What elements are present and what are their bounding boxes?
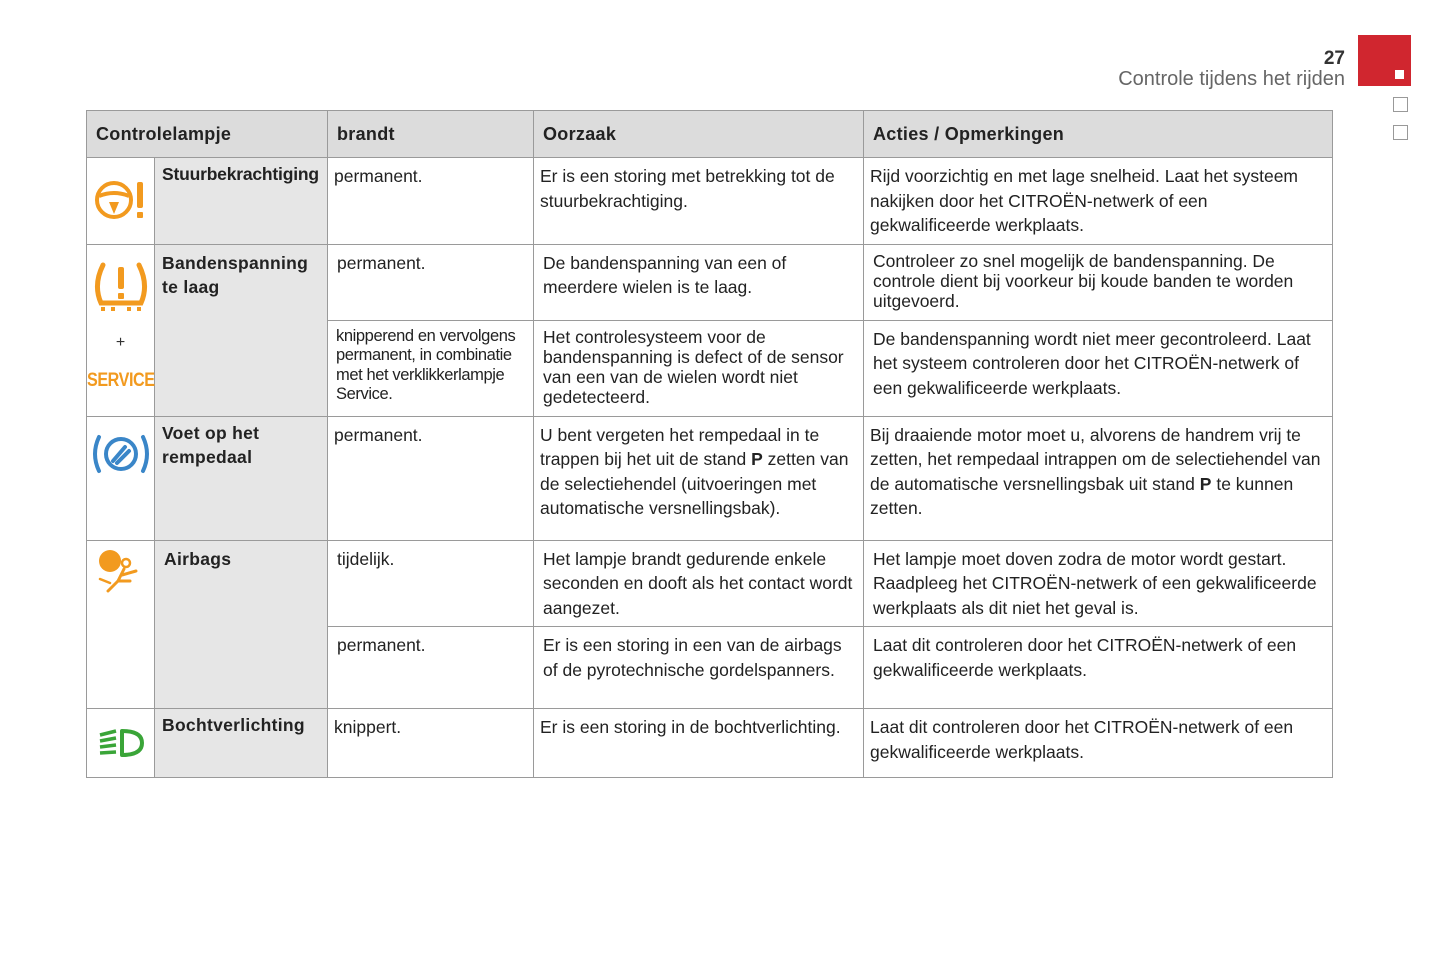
icon-cell	[87, 244, 155, 416]
gear-position-p: P	[1199, 473, 1212, 494]
light-name: Bandenspanning te laag	[155, 244, 328, 416]
cause-text: U bent vergeten het rempedaal in te trappen bij het uit de stand	[540, 424, 820, 469]
action-cell: Laat dit controleren door het CITROËN-netwerk of een gekwalificeerde werkplaats.	[864, 709, 1333, 778]
table-row	[87, 709, 1333, 778]
gear-position-p: P	[751, 449, 763, 469]
action-cell: Laat dit controleren door het CITROËN-netwerk of een gekwalificeerde werkplaats.	[864, 627, 1333, 709]
table-row	[87, 416, 1333, 540]
light-name: Voet op het rempedaal	[155, 416, 328, 540]
action-cell: Rijd voorzichtig en met lage snelheid. Laat het systeem nakijken door het CITROËN-netwerk of een gekwalificeerde werkplaats.	[864, 158, 1333, 245]
chapter-tab[interactable]	[1393, 125, 1408, 140]
tyre-pressure-icon	[91, 257, 151, 317]
cause-cell: Het lampje brandt gedurende enkele seconden en dooft als het contact wordt aangezet.	[534, 540, 864, 627]
state-cell: tijdelijk.	[328, 540, 534, 627]
state-cell: knipperend en vervolgens permanent, in combinatie met het verklikkerlampje Service.	[328, 320, 534, 416]
light-name: Bochtverlichting	[155, 709, 328, 778]
header-brandt: brandt	[328, 111, 534, 158]
header-oorzaak: Oorzaak	[534, 111, 864, 158]
cause-cell: Er is een storing met betrekking tot de stuurbekrachtiging.	[534, 158, 864, 245]
chapter-tab-marker	[1395, 70, 1404, 79]
icon-cell	[87, 540, 155, 709]
cause-cell	[534, 416, 864, 540]
airbag-icon	[96, 549, 146, 595]
action-cell: Het lampje moet doven zodra de motor wordt gestart. Raadpleeg het CITROËN-netwerk of een gekwalificeerde werkplaats als dit niet het geval is.	[864, 540, 1333, 627]
state-cell: permanent.	[328, 416, 534, 540]
service-warning-label: SERVICE	[86, 370, 155, 391]
header-controlelampje: Controlelampje	[87, 111, 328, 158]
state-cell: permanent.	[328, 244, 534, 320]
cause-cell: De bandenspanning van een of meerdere wielen is te laag.	[534, 244, 864, 320]
action-cell: De bandenspanning wordt niet meer gecontroleerd. Laat het systeem controleren door het CITROËN-netwerk of een gekwalificeerde werkplaats.	[864, 320, 1333, 416]
foot-on-brake-icon	[91, 431, 151, 477]
light-name: Airbags	[155, 540, 328, 709]
chapter-tab[interactable]	[1393, 97, 1408, 112]
icon-cell	[87, 709, 155, 778]
table-header-row	[87, 111, 1333, 158]
action-cell	[864, 416, 1333, 540]
cause-cell: Er is een storing in een van de airbags of de pyrotechnische gordelspanners.	[534, 627, 864, 709]
section-title: Controle tijdens het rijden	[1118, 68, 1345, 90]
page-number: 27	[1323, 48, 1345, 69]
table-row	[87, 158, 1333, 245]
plus-sign: +	[115, 333, 126, 351]
state-cell: permanent.	[328, 158, 534, 245]
icon-cell	[87, 158, 155, 245]
steering-warning-icon	[92, 176, 150, 224]
cornering-light-icon	[96, 727, 146, 759]
action-text: Bij draaiende motor moet u, alvorens de handrem vrij te zetten, het rempedaal intrappen om de selectiehendel van de automatische versnellingsbak uit stand	[870, 424, 1321, 494]
state-cell: knippert.	[328, 709, 534, 778]
cause-cell: Het controlesysteem voor de bandenspanning is defect of de sensor van een van de wielen wordt niet gedetecteerd.	[534, 320, 864, 416]
cause-cell: Er is een storing in de bochtverlichting.	[534, 709, 864, 778]
action-cell: Controleer zo snel mogelijk de bandenspanning. De controle dient bij voorkeur bij koude banden te worden uitgevoerd.	[864, 244, 1333, 320]
table-row	[87, 540, 1333, 627]
light-name: Stuurbekrachtiging	[155, 158, 328, 245]
warning-lights-table	[86, 110, 1333, 778]
cause-text: zetten van de selectiehendel (uitvoeringen met automatische versnellingsbak).	[540, 449, 849, 518]
icon-cell	[87, 416, 155, 540]
action-text: te kunnen zetten.	[870, 473, 1294, 518]
chapter-tab-active[interactable]	[1358, 35, 1411, 86]
state-cell: permanent.	[328, 627, 534, 709]
table-row	[87, 244, 1333, 320]
header-acties: Acties / Opmerkingen	[864, 111, 1333, 158]
